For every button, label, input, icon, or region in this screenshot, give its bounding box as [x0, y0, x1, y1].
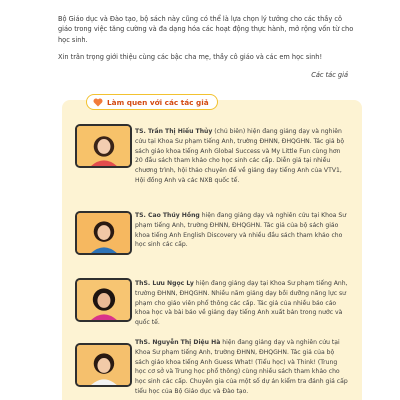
intro-paragraph-2: Xin trân trọng giới thiệu cùng các bậc cha mẹ, thầy cô giáo và các em học sinh! — [58, 52, 323, 61]
author-bio-2 — [135, 211, 350, 250]
intro-text — [58, 14, 358, 69]
section-header — [86, 94, 218, 110]
author-name: TS. Trần Thị Hiếu Thủy — [135, 128, 213, 135]
portrait-image — [77, 213, 130, 254]
portrait-image — [77, 345, 130, 386]
author-name: TS. Cao Thúy Hồng — [135, 212, 200, 219]
portrait-image — [77, 126, 130, 167]
author-photo-4 — [75, 343, 132, 387]
author-photo-1 — [75, 124, 132, 168]
heart-icon — [93, 98, 103, 107]
author-description: hiện đang giảng dạy và nghiên cứu tại Khoa Sư phạm tiếng Anh, trường ĐHNN, ĐHQGHN. Tác giả của bộ sách giáo khoa tiếng Anh Guess What! (Tiểu học) và Think! (Trung học cơ sở và Trung học phổ thông) cùng nhiều sách tham khảo cho học sinh các cấp. Chuyên gia của một số dự án kiểm tra đánh giá cấp tiểu học của Bộ Giáo dục và Đào tạo. — [135, 339, 348, 395]
author-bio-3 — [135, 279, 350, 328]
author-name: ThS. Lưu Ngọc Ly — [135, 280, 194, 287]
signature: Các tác giả — [311, 71, 348, 79]
author-bio-4 — [135, 338, 350, 397]
author-photo-3 — [75, 278, 132, 322]
author-description: hiện đang giảng dạy và nghiên cứu tại Khoa Sư phạm tiếng Anh, trường ĐHNN, ĐHQGHN. Tác giả của bộ sách giáo khoa tiếng Anh English Discovery và nhiều đầu sách tham khảo cho học sinh các cấp. — [135, 212, 347, 249]
author-photo-2 — [75, 211, 132, 255]
author-bio-1 — [135, 127, 350, 186]
author-description: (chủ biên) hiện đang giảng dạy và nghiên cứu tại Khoa Sư phạm tiếng Anh, trường ĐHNN, ĐHQGHN. Tác giả bộ sách giáo khoa tiếng Anh Global Success và My Little Fun cùng hơn 20 đầu sách tham khảo cho học sinh các cấp. Diễn giả tại nhiều chương trình, hội thảo chuyên đề về giảng dạy tiếng Anh của VTV1, Hội đồng Anh và các NXB quốc tế. — [135, 128, 345, 184]
author-name: ThS. Nguyễn Thị Diệu Hà — [135, 339, 221, 346]
intro-paragraph-1: Bộ Giáo dục và Đào tạo, bộ sách này cũng có thể là lựa chọn lý tưởng cho các thầy cô giáo trong việc tăng cường và đa dạng hóa các hoạt động thực hành, mở rộng vốn từ cho học sinh. — [58, 15, 354, 44]
section-title: Làm quen với các tác giả — [107, 97, 209, 107]
portrait-image — [77, 280, 130, 321]
author-description: hiện đang giảng dạy tại Khoa Sư phạm tiếng Anh, trường ĐHNN, ĐHQGHN. Nhiều năm giảng dạy bồi dưỡng năng lực sư phạm cho giáo viên phổ thông các cấp. Tác giả của nhiều báo cáo khoa học và bài báo về giảng dạy tiếng Anh xuất bản trong nước và quốc tế. — [135, 280, 348, 327]
